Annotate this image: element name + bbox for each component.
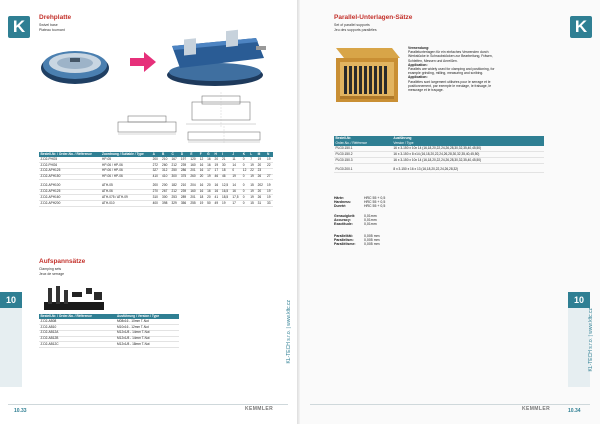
table-cell: 267 bbox=[161, 189, 170, 195]
table-cell: 19 bbox=[266, 157, 273, 162]
table-cell: PLG0.150.1 bbox=[334, 146, 392, 151]
table-cell: 312 bbox=[161, 168, 170, 174]
technical-drawing-top bbox=[186, 92, 256, 128]
table-cell: 16 bbox=[206, 162, 213, 168]
parallel-set-image bbox=[330, 44, 402, 106]
table-cell: Z.D2-APH160 bbox=[39, 195, 101, 201]
table-cell: 19 bbox=[213, 162, 220, 168]
table-cell: Z.D2-AB12C bbox=[39, 342, 116, 348]
table-cell: 19 bbox=[206, 174, 213, 180]
table-cell: 410 bbox=[161, 174, 170, 180]
table-cell: 14 bbox=[231, 184, 241, 189]
table-cell: 16 bbox=[198, 189, 205, 195]
table-cell: PLG0.200.1 bbox=[334, 167, 392, 172]
aufspann-header-order-no: Bestell-Nr. / Order-No. / Référence bbox=[39, 314, 116, 319]
table-cell: 19 bbox=[249, 174, 256, 180]
table-cell: 18 bbox=[220, 168, 230, 174]
table-header-n: N bbox=[266, 152, 273, 157]
table-cell: Z.D2-AB08 bbox=[39, 319, 116, 324]
parallel-subheader-version: Version / Type bbox=[392, 141, 544, 146]
table-cell: 26 bbox=[256, 195, 265, 201]
table-cell: 410 bbox=[151, 174, 160, 180]
table-cell: 11 bbox=[231, 157, 241, 162]
table-header-k: K bbox=[241, 152, 248, 157]
table-cell: 327 bbox=[151, 168, 160, 174]
table-cell: 16,5 bbox=[220, 189, 230, 195]
table-cell: 12,5 bbox=[220, 184, 230, 189]
parallel-header-version: Ausführung bbox=[392, 136, 544, 141]
table-cell: M12x1/8 - 18mm T-Nut bbox=[116, 342, 179, 348]
table-cell: 20 bbox=[206, 195, 213, 201]
table-cell: HP-05 bbox=[101, 157, 152, 162]
drehplatte-subtitle: Swivel base Plateau tournant bbox=[39, 23, 65, 32]
table-cell: 0 bbox=[241, 189, 248, 195]
table-cell: 15 bbox=[249, 184, 256, 189]
table-cell: HP-06 / HP-06 bbox=[101, 162, 152, 168]
table-cell: 375 bbox=[179, 174, 188, 180]
table-cell: 14 bbox=[231, 162, 241, 168]
table-cell: Z.D2-APH125 bbox=[39, 189, 101, 195]
table-cell: Z.D2-APH150 bbox=[39, 174, 101, 180]
drehplatte-row bbox=[39, 201, 273, 207]
table-cell: 260 bbox=[189, 174, 198, 180]
table-cell: 16 bbox=[206, 157, 213, 162]
table-cell: M12x1/8 - 14mm T-Nut bbox=[116, 336, 179, 342]
table-cell: 19 bbox=[220, 201, 230, 207]
table-cell: 17 bbox=[213, 168, 220, 174]
table-cell: Z.D2-AB12B bbox=[39, 336, 116, 342]
table-cell: 16 bbox=[198, 162, 205, 168]
aufspann-title: Aufspannsätze bbox=[39, 258, 86, 265]
table-cell: 16 x 3-150 x 8 x14 (16,18,20,22,24,26,28,30,32,35,40,45,50) bbox=[392, 152, 544, 158]
aufspann-subtitle: Clamping sets Jeux de serrage bbox=[39, 267, 65, 276]
table-cell: 250 bbox=[170, 168, 179, 174]
table-cell: 239 bbox=[179, 189, 188, 195]
table-cell: 300 bbox=[170, 174, 179, 180]
table-cell: ATH-010 bbox=[101, 201, 152, 207]
table-cell: 255 bbox=[189, 201, 198, 207]
table-cell: 400 bbox=[151, 201, 160, 207]
table-cell: 12 bbox=[198, 157, 205, 162]
table-cell: 0 bbox=[241, 162, 248, 168]
table-cell: 0 bbox=[241, 174, 248, 180]
table-cell: 239 bbox=[179, 162, 188, 168]
hardness-specs: Härte: HRC 55 + 0,5 Hardness: HRC 55 + 0,5 Dureté: HRC 55 + 0,5 bbox=[334, 196, 386, 209]
table-cell: Z.D2-APH200 bbox=[39, 201, 101, 207]
table-cell: M10x16 - 12mm T-Nut bbox=[116, 324, 179, 330]
table-cell: Z.D2-PHG6 bbox=[39, 162, 101, 168]
table-header-j: J bbox=[231, 152, 241, 157]
left-brand: KEMMLER bbox=[245, 406, 274, 412]
clamping-set-image bbox=[42, 282, 106, 312]
table-cell: 200 bbox=[151, 184, 160, 189]
table-cell: 21 bbox=[220, 157, 230, 162]
table-cell: Z.D2-PHG5 bbox=[39, 157, 101, 162]
parallel-title: Parallel-Unterlagen-Sätze bbox=[334, 14, 413, 21]
table-cell: 15 bbox=[249, 201, 256, 207]
table-cell: 20 bbox=[256, 162, 265, 168]
table-header-b: B bbox=[161, 152, 170, 157]
table-header-a: A bbox=[151, 152, 160, 157]
parallel-subtitle: Set of parallel supports Jeu des supports parallèles bbox=[334, 23, 377, 32]
table-header-i: I bbox=[220, 152, 230, 157]
table-header-m: M bbox=[256, 152, 265, 157]
table-header-suitable: Zuordnung / Suitable / Type bbox=[101, 152, 152, 157]
usage-fr: Application: Parallèles sont largement utilisées pour le serrage et le positionnement, par exemple le meulage, le fraisage, le mesurage et le traçage. bbox=[408, 75, 492, 93]
table-cell: 30 bbox=[220, 162, 230, 168]
table-cell: 16 bbox=[206, 189, 213, 195]
table-cell: 272 bbox=[151, 162, 160, 168]
table-cell: 27 bbox=[266, 174, 273, 180]
table-header-order-no: Bestell-Nr. / Order-No. / Référence bbox=[39, 152, 101, 157]
table-cell: 204 bbox=[189, 184, 198, 189]
usage-en: Application: Parallels are widely used for clamping and positioning, for example grinding, milling, measuring and scribing. bbox=[408, 62, 495, 76]
table-cell: 18 bbox=[198, 195, 205, 201]
usage-de: Verwendung: Parallelunterlagen für ein einfaches Verwenden durch Werkstücke in Schraubstöcken zur Bearbeitung, Fräsen, Schleifen, Messen und Anreißen. bbox=[408, 46, 493, 63]
table-cell: 22 bbox=[266, 162, 273, 168]
table-cell: ATH-075 / ATH-09 bbox=[101, 195, 152, 201]
parallel-row bbox=[334, 167, 544, 172]
table-cell: PLG0.150.2 bbox=[334, 152, 392, 158]
table-cell: 16 x 3-150 x 10x 14 (16,18,20,22,24,26,28,30,32,35,40,45,50) bbox=[392, 146, 544, 151]
table-cell: PLG0.150.3 bbox=[334, 157, 392, 163]
table-cell: 20 bbox=[198, 174, 205, 180]
table-cell: 201 bbox=[189, 195, 198, 201]
table-cell: 0 bbox=[241, 184, 248, 189]
table-cell: 17,5 bbox=[231, 195, 241, 201]
parallel-table-body bbox=[334, 146, 544, 172]
table-cell: 19 bbox=[249, 162, 256, 168]
table-cell: 20 bbox=[206, 184, 213, 189]
table-cell: 0 bbox=[241, 201, 248, 207]
parallel-table bbox=[334, 136, 544, 173]
table-cell: 270 bbox=[151, 189, 160, 195]
table-cell: 329 bbox=[170, 201, 179, 207]
table-cell: 16 bbox=[213, 184, 220, 189]
table-cell: HP-06 / HP-06 bbox=[101, 174, 152, 180]
table-cell: 33 bbox=[266, 201, 273, 207]
table-cell: ATH-05 bbox=[101, 184, 152, 189]
table-cell: 46 bbox=[213, 174, 220, 180]
table-cell: Z.D2-AB12A bbox=[39, 330, 116, 336]
table-cell: 20 bbox=[213, 157, 220, 162]
table-cell: 23 bbox=[256, 168, 265, 174]
parallel-header-order-no: Bestell-Nr. bbox=[334, 136, 392, 141]
table-cell: 167 bbox=[170, 157, 179, 162]
table-header-c: C bbox=[170, 152, 179, 157]
table-cell: 18,5 bbox=[220, 195, 230, 201]
table-cell: 212 bbox=[170, 162, 179, 168]
table-cell: 17 bbox=[206, 168, 213, 174]
table-cell: 50 bbox=[206, 201, 213, 207]
table-header-e: E bbox=[189, 152, 198, 157]
left-vertical-company: KL-TECH s.r.o. | www.kltc.cz bbox=[286, 300, 292, 364]
table-cell: 19 bbox=[256, 157, 265, 162]
table-cell: 7 bbox=[249, 157, 256, 162]
left-logo: K bbox=[8, 16, 30, 38]
table-cell: 41 bbox=[213, 195, 220, 201]
table-cell: 0 bbox=[241, 195, 248, 201]
aufspann-table-body bbox=[39, 319, 179, 347]
table-cell: 31 bbox=[256, 201, 265, 207]
left-page-number: 10.33 bbox=[14, 408, 27, 414]
table-cell: 253 bbox=[170, 195, 179, 201]
table-cell: 289 bbox=[179, 195, 188, 201]
table-cell: 19 bbox=[266, 184, 273, 189]
table-cell: 19 bbox=[198, 201, 205, 207]
table-cell: 310 bbox=[151, 195, 160, 201]
table-cell: 201 bbox=[189, 168, 198, 174]
table-cell: 182 bbox=[170, 184, 179, 189]
table-cell: 19 bbox=[249, 189, 256, 195]
table-header-f: F bbox=[198, 152, 205, 157]
table-cell: 19 bbox=[249, 195, 256, 201]
right-chapter-tab: 10 bbox=[568, 292, 590, 308]
table-cell: 19 bbox=[266, 195, 273, 201]
left-chapter-tab: 10 bbox=[0, 292, 22, 308]
aufspann-row bbox=[39, 342, 179, 348]
table-cell: 120 bbox=[189, 157, 198, 162]
table-cell: Z.D2-APH100 bbox=[39, 184, 101, 189]
table-cell: 0 bbox=[241, 157, 248, 162]
table-cell: 12 bbox=[241, 168, 248, 174]
drehplatte-table-body bbox=[39, 157, 273, 206]
table-cell: HP-06 / HP-06 bbox=[101, 168, 152, 174]
table-header-l: L bbox=[249, 152, 256, 157]
right-brand: KEMMLER bbox=[522, 406, 551, 412]
table-cell: M12x1/8 - 14mm T-Nut bbox=[116, 330, 179, 336]
table-cell: 356 bbox=[179, 201, 188, 207]
table-cell: 202 bbox=[256, 184, 265, 189]
drehplatte-table bbox=[39, 152, 273, 207]
parallel-subheader-order-no: Order-No. / Référence bbox=[334, 141, 392, 146]
table-cell: 197 bbox=[179, 157, 188, 162]
table-cell: 16 bbox=[198, 184, 205, 189]
table-cell: 19 bbox=[266, 189, 273, 195]
table-cell: 17 bbox=[231, 201, 241, 207]
table-cell: 16 bbox=[213, 189, 220, 195]
right-vertical-company: KL-TECH s.r.o. | www.kltc.cz bbox=[588, 308, 594, 372]
table-cell: 212 bbox=[170, 189, 179, 195]
table-cell: 20 bbox=[256, 189, 265, 195]
table-cell: 16 bbox=[231, 189, 241, 195]
right-page-number: 10.34 bbox=[568, 408, 581, 414]
arrow-icon bbox=[130, 52, 156, 72]
right-page bbox=[300, 0, 600, 424]
accuracy-specs: Genauigkeit: 0,01mm Accuracy: 0,01mm Exactitude: 0,01mm bbox=[334, 214, 377, 227]
table-cell: 200 bbox=[161, 184, 170, 189]
table-cell: 16 bbox=[198, 168, 205, 174]
table-cell: 19 bbox=[231, 174, 241, 180]
table-cell: ATH-06 bbox=[101, 189, 152, 195]
swivel-base-image bbox=[39, 40, 115, 86]
table-cell: 160 bbox=[189, 162, 198, 168]
parallel-description bbox=[408, 46, 500, 92]
table-cell: 0 bbox=[231, 168, 241, 174]
table-cell: 210 bbox=[179, 184, 188, 189]
table-cell: M08x16 - 10mm T-Nut bbox=[116, 319, 179, 324]
table-cell: 160 bbox=[189, 189, 198, 195]
table-header-d: D bbox=[179, 152, 188, 157]
table-cell: 210 bbox=[161, 157, 170, 162]
table-cell: 49 bbox=[213, 201, 220, 207]
right-logo: K bbox=[570, 16, 592, 38]
aufspann-table bbox=[39, 314, 179, 348]
aufspann-header-version: Ausführung / Version / Type bbox=[116, 314, 179, 319]
right-footer-line bbox=[310, 404, 590, 405]
table-cell: Z.D2-AB10 bbox=[39, 324, 116, 330]
drehplatte-title: Drehplatte bbox=[39, 14, 72, 21]
table-cell: 200 bbox=[151, 157, 160, 162]
table-header-h: H bbox=[213, 152, 220, 157]
table-cell: 8 x 3-150 x 16 x 13 (16,18,20,22,24,26,28,32) bbox=[392, 167, 544, 172]
table-cell: 46 bbox=[220, 174, 230, 180]
table-cell: 16 x 3-150 x 10x 14 (16,18,20,22,24,26,28,30,32,35,40,45,50) bbox=[392, 157, 544, 163]
table-cell: 260 bbox=[161, 162, 170, 168]
table-cell: 398 bbox=[161, 201, 170, 207]
table-cell: 286 bbox=[179, 168, 188, 174]
technical-drawing-side bbox=[186, 126, 262, 144]
technical-drawing-front bbox=[116, 110, 178, 136]
table-cell: 22 bbox=[249, 168, 256, 174]
vise-image bbox=[160, 28, 270, 88]
table-cell: 26 bbox=[256, 174, 265, 180]
table-cell: 300 bbox=[161, 195, 170, 201]
parallelism-specs: Parallelität: 0,005 mm Parallelism: 0,005 mm Parallélisme: 0,005 mm bbox=[334, 234, 380, 247]
left-footer-line bbox=[8, 404, 288, 405]
table-cell: Z.D2-APH125 bbox=[39, 168, 101, 174]
table-header-g: G bbox=[206, 152, 213, 157]
